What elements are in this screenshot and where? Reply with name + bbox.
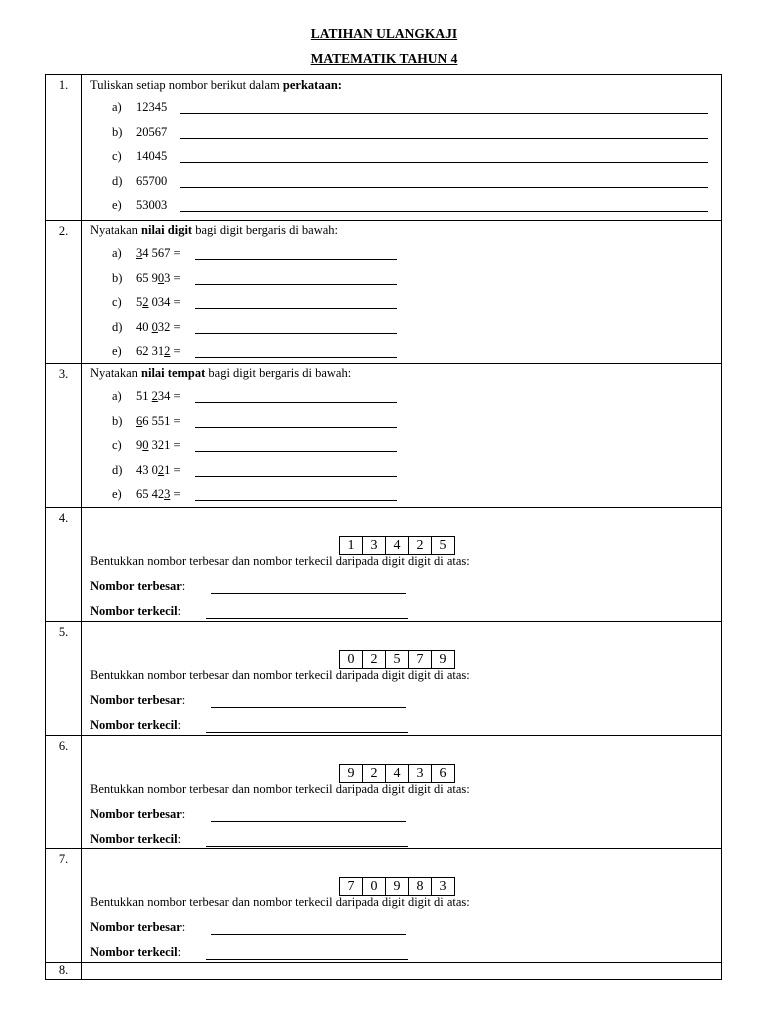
- answer-line[interactable]: [180, 162, 708, 163]
- item-label: b): [112, 270, 123, 285]
- question-row-7: [46, 849, 722, 963]
- expression-post: 1 =: [164, 462, 181, 477]
- item-label: e): [112, 344, 122, 358]
- item-label: d): [112, 173, 123, 188]
- answer-line[interactable]: [180, 211, 708, 212]
- item-label: e): [112, 198, 122, 212]
- answer-line[interactable]: [195, 500, 397, 501]
- underlined-digit: 0: [157, 270, 165, 285]
- answer-line[interactable]: [195, 259, 397, 260]
- answer-line[interactable]: [195, 333, 397, 334]
- expression-pre: 5: [136, 295, 143, 309]
- question-body-3: [82, 364, 722, 508]
- question-instruction: Bentukkan nombor terbesar dan nombor terkecil daripada digit digit di atas:: [90, 668, 470, 682]
- expression-pre: 65 9: [136, 270, 158, 285]
- underlined-digit: 2: [151, 389, 158, 403]
- digit-card: 7: [339, 877, 363, 896]
- digit-card: 5: [385, 650, 409, 669]
- item-expression: [136, 271, 181, 286]
- expression-post: 34 =: [157, 389, 181, 403]
- prompt-text: bagi digit bergaris di bawah:: [205, 366, 352, 380]
- digit-card: 4: [385, 536, 409, 555]
- largest-label: Nombor terbesar: [90, 579, 182, 593]
- item-value: 14045: [136, 149, 168, 163]
- digit-card: 3: [362, 536, 386, 555]
- expression-post: 4 567 =: [142, 246, 181, 260]
- digit-card: 3: [431, 877, 455, 896]
- digit-card: 5: [431, 536, 455, 555]
- smallest-label: Nombor terkecil: [90, 945, 178, 959]
- smallest-number-prompt: [90, 945, 181, 960]
- largest-answer-line[interactable]: [211, 593, 406, 594]
- expression-pre: 40: [136, 319, 152, 334]
- question-body-6: [82, 736, 722, 849]
- item-label: c): [112, 438, 122, 452]
- colon: :: [177, 718, 182, 732]
- answer-line[interactable]: [195, 357, 397, 358]
- item-label: d): [112, 319, 123, 334]
- answer-line[interactable]: [195, 402, 397, 403]
- digit-cards: [340, 650, 455, 669]
- item-label: e): [112, 487, 122, 501]
- item-label: a): [112, 100, 122, 114]
- worksheet-title: LATIHAN ULANGKAJI: [310, 26, 458, 41]
- question-row-3: [46, 364, 722, 508]
- digit-card: 9: [431, 650, 455, 669]
- expression-post: 321 =: [148, 438, 181, 452]
- question-prompt: [90, 223, 338, 238]
- question-number: 7.: [46, 849, 82, 963]
- question-number: 2.: [46, 221, 82, 364]
- question-instruction: Bentukkan nombor terbesar dan nombor terkecil daripada digit digit di atas:: [90, 782, 470, 796]
- smallest-answer-line[interactable]: [206, 959, 408, 960]
- expression-post: =: [170, 344, 181, 358]
- item-expression: [136, 414, 181, 429]
- item-value: 65700: [136, 173, 168, 188]
- answer-line[interactable]: [180, 113, 708, 114]
- item-label: a): [112, 246, 122, 260]
- underlined-digit: 3: [164, 487, 171, 501]
- item-value: 12345: [136, 100, 168, 114]
- smallest-label: Nombor terkecil: [90, 718, 178, 732]
- smallest-number-prompt: [90, 718, 181, 733]
- question-body-8: [82, 963, 722, 980]
- item-expression: [136, 344, 181, 359]
- smallest-answer-line[interactable]: [206, 732, 408, 733]
- expression-post: 3 =: [164, 270, 181, 285]
- colon: :: [177, 604, 182, 618]
- question-row-8: [46, 963, 722, 980]
- answer-line[interactable]: [195, 284, 397, 285]
- expression-pre: 51: [136, 389, 152, 403]
- underlined-digit: 2: [157, 462, 165, 477]
- colon: :: [181, 807, 186, 821]
- underlined-digit: 0: [142, 438, 149, 452]
- item-label: a): [112, 389, 122, 403]
- question-instruction: Bentukkan nombor terbesar dan nombor terkecil daripada digit digit di atas:: [90, 554, 470, 568]
- question-row-4: [46, 508, 722, 622]
- smallest-answer-line[interactable]: [206, 618, 408, 619]
- question-body-7: [82, 849, 722, 963]
- prompt-text: Nyatakan: [90, 366, 142, 380]
- item-label: c): [112, 295, 122, 309]
- prompt-bold: nilai digit: [141, 223, 193, 237]
- colon: :: [181, 693, 186, 707]
- digit-cards: [340, 536, 455, 555]
- digit-card: 2: [362, 650, 386, 669]
- digit-card: 3: [408, 764, 432, 783]
- question-body-4: [82, 508, 722, 622]
- colon: :: [177, 945, 182, 959]
- question-body-1: [82, 75, 722, 221]
- item-label: b): [112, 413, 123, 428]
- question-instruction: Bentukkan nombor terbesar dan nombor terkecil daripada digit digit di atas:: [90, 895, 470, 909]
- digit-card: 0: [362, 877, 386, 896]
- smallest-number-prompt: [90, 604, 181, 619]
- smallest-label: Nombor terkecil: [90, 832, 178, 846]
- largest-number-prompt: [90, 693, 185, 708]
- question-row-6: [46, 736, 722, 849]
- largest-label: Nombor terbesar: [90, 920, 182, 934]
- answer-line[interactable]: [180, 187, 708, 188]
- smallest-number-prompt: [90, 832, 181, 847]
- smallest-answer-line[interactable]: [206, 846, 408, 847]
- expression-post: =: [170, 487, 181, 501]
- question-row-2: [46, 221, 722, 364]
- item-value: 20567: [136, 124, 168, 139]
- digit-card: 0: [339, 650, 363, 669]
- question-prompt: [90, 78, 342, 93]
- item-expression: [136, 487, 181, 502]
- colon: :: [181, 920, 186, 934]
- digit-card: 8: [408, 877, 432, 896]
- item-expression: [136, 389, 181, 404]
- largest-label: Nombor terbesar: [90, 807, 182, 821]
- answer-line[interactable]: [195, 476, 397, 477]
- expression-pre: 9: [136, 438, 143, 452]
- prompt-bold: perkataan:: [282, 78, 342, 92]
- digit-card: 4: [385, 764, 409, 783]
- largest-label: Nombor terbesar: [90, 693, 182, 707]
- question-table: [45, 74, 722, 980]
- largest-answer-line[interactable]: [211, 707, 406, 708]
- question-number: 1.: [46, 75, 82, 221]
- expression-pre: 65 42: [136, 487, 165, 501]
- question-number: 5.: [46, 622, 82, 736]
- question-number: 3.: [46, 364, 82, 508]
- digit-card: 6: [431, 764, 455, 783]
- answer-line[interactable]: [180, 138, 708, 139]
- prompt-text: bagi digit bergaris di bawah:: [192, 223, 339, 237]
- question-number: 4.: [46, 508, 82, 622]
- largest-answer-line[interactable]: [211, 934, 406, 935]
- underlined-digit: 0: [151, 319, 158, 334]
- largest-number-prompt: [90, 807, 185, 822]
- item-expression: [136, 438, 181, 453]
- question-number: 6.: [46, 736, 82, 849]
- question-prompt: [90, 366, 351, 381]
- digit-card: 9: [385, 877, 409, 896]
- prompt-bold: nilai tempat: [141, 366, 206, 380]
- expression-post: 32 =: [157, 319, 181, 334]
- expression-pre: 43 0: [136, 462, 158, 477]
- answer-line[interactable]: [195, 427, 397, 428]
- item-label: b): [112, 124, 123, 139]
- underlined-digit: 3: [136, 246, 143, 260]
- question-body-2: [82, 221, 722, 364]
- digit-cards: [340, 877, 455, 896]
- answer-line[interactable]: [195, 308, 397, 309]
- answer-line[interactable]: [195, 451, 397, 452]
- colon: :: [181, 579, 186, 593]
- underlined-digit: 2: [164, 344, 171, 358]
- expression-post: 034 =: [148, 295, 181, 309]
- expression-post: 6 551 =: [142, 413, 181, 428]
- digit-card: 9: [339, 764, 363, 783]
- largest-number-prompt: [90, 920, 185, 935]
- question-number: 8.: [46, 963, 82, 980]
- largest-number-prompt: [90, 579, 185, 594]
- expression-pre: 62 31: [136, 344, 165, 358]
- question-body-5: [82, 622, 722, 736]
- item-expression: [136, 295, 181, 310]
- digit-card: 2: [362, 764, 386, 783]
- question-row-1: [46, 75, 722, 221]
- prompt-text: Nyatakan: [90, 223, 142, 237]
- digit-cards: [340, 764, 455, 783]
- item-expression: [136, 320, 181, 335]
- digit-card: 2: [408, 536, 432, 555]
- prompt-text: Tuliskan setiap nombor berikut dalam: [90, 78, 283, 92]
- question-row-5: [46, 622, 722, 736]
- item-value: 53003: [136, 198, 168, 212]
- colon: :: [177, 832, 182, 846]
- digit-card: 7: [408, 650, 432, 669]
- item-expression: [136, 463, 181, 478]
- item-label: d): [112, 462, 123, 477]
- item-label: c): [112, 149, 122, 163]
- underlined-digit: 6: [136, 413, 143, 428]
- worksheet-subtitle: MATEMATIK TAHUN 4: [310, 51, 458, 66]
- largest-answer-line[interactable]: [211, 821, 406, 822]
- item-expression: [136, 246, 181, 261]
- digit-card: 1: [339, 536, 363, 555]
- smallest-label: Nombor terkecil: [90, 604, 178, 618]
- underlined-digit: 2: [142, 295, 149, 309]
